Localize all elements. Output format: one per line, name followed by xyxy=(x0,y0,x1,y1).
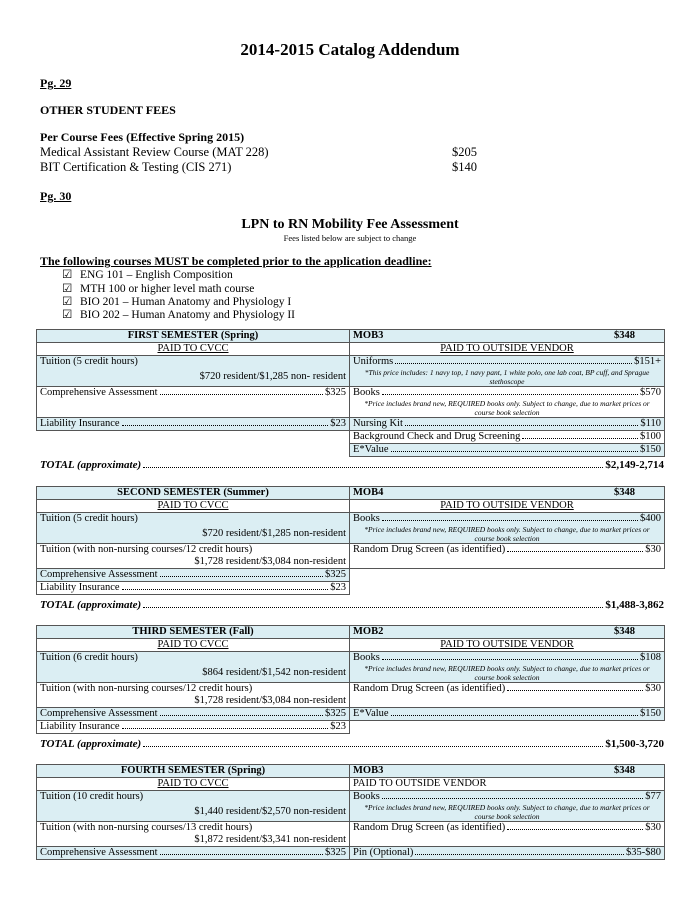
semester-title: FIRST SEMESTER (Spring) xyxy=(37,330,350,343)
paid-cvcc-label: PAID TO CVCC xyxy=(37,778,350,791)
document-title: 2014-2015 Catalog Addendum xyxy=(240,40,460,59)
liability-cell: Liability Insurance $23 xyxy=(37,721,350,734)
total-row: TOTAL (approximate) $2,149-2,714 xyxy=(40,459,664,471)
total-row: TOTAL (approximate) $1,488-3,862 xyxy=(40,599,664,611)
books-cell: Books $570 *Price includes brand new, REQUIRED books only. Subject to change, due to market prices or course book selection xyxy=(350,387,665,418)
fee-amount: $205 xyxy=(452,145,477,159)
books-cell: Books $400 *Price includes brand new, REQUIRED books only. Subject to change, due to market prices or course book selection xyxy=(350,513,665,544)
comprehensive-cell: Comprehensive Assessment $325 xyxy=(37,847,350,860)
total-row: TOTAL (approximate) $1,500-3,720 xyxy=(40,738,664,750)
liability-cell: Liability Insurance $23 xyxy=(37,582,350,595)
tuition-cell: Tuition (10 credit hours) $1,440 resident/$2,570 non-resident xyxy=(37,791,350,822)
per-course-heading: Per Course Fees (Effective Spring 2015) xyxy=(40,130,245,144)
other-fees-heading: OTHER STUDENT FEES xyxy=(40,103,176,117)
nursing-kit-cell: Nursing Kit $110 xyxy=(350,418,665,431)
third-semester-table xyxy=(36,625,665,734)
paid-vendor-label: PAID TO OUTSIDE VENDOR xyxy=(350,639,665,652)
fee-label: Medical Assistant Review Course (MAT 228) xyxy=(40,145,269,159)
course-fee: $348 xyxy=(614,626,635,637)
paid-vendor-label: PAID TO OUTSIDE VENDOR xyxy=(350,500,665,513)
evalue-cell: E*Value $150 xyxy=(350,444,665,457)
tuition-cell: Tuition (5 credit hours) $720 resident/$1,285 non-resident xyxy=(37,513,350,544)
course-fee: $348 xyxy=(614,487,635,498)
books-cell: Books $108 *Price includes brand new, REQUIRED books only. Subject to change, due to market prices or course book selection xyxy=(350,652,665,683)
checkbox-icon: ☑ xyxy=(62,309,73,321)
tuition-nonnursing-cell: Tuition (with non-nursing courses/12 credit hours) $1,728 resident/$3,084 non-resident xyxy=(37,544,350,569)
evalue-cell: E*Value $150 xyxy=(350,708,665,721)
tuition-cell: Tuition (5 credit hours) $720 resident/$1,285 non- resident xyxy=(37,356,350,387)
uniforms-cell: Uniforms $151+ *This price includes: 1 navy top, 1 navy pant, 1 white polo, one lab coat, BP cuff, and Sprague stethoscope xyxy=(350,356,665,387)
checkbox-icon: ☑ xyxy=(62,269,73,281)
first-semester-table xyxy=(36,329,665,457)
checkbox-icon: ☑ xyxy=(62,283,73,295)
second-semester-table xyxy=(36,486,665,595)
fee-amount: $140 xyxy=(452,160,477,174)
course-code: MOB4 xyxy=(353,487,384,498)
paid-cvcc-label: PAID TO CVCC xyxy=(37,343,350,356)
prereq-item: ☑ BIO 202 – Human Anatomy and Physiology II xyxy=(62,309,295,321)
checkbox-icon: ☑ xyxy=(62,296,73,308)
assessment-subtitle: Fees listed below are subject to change xyxy=(283,233,417,243)
tuition-cell: Tuition (6 credit hours) $864 resident/$1,542 non-resident xyxy=(37,652,350,683)
prereq-item: ☑ BIO 201 – Human Anatomy and Physiology I xyxy=(62,296,292,308)
course-code: MOB3 xyxy=(353,765,384,776)
books-cell: Books $77 *Price includes brand new, REQUIRED books only. Subject to change, due to market prices or course book selection xyxy=(350,791,665,822)
page-ref-30: Pg. 30 xyxy=(40,189,72,203)
comprehensive-cell: Comprehensive Assessment $325 xyxy=(37,708,350,721)
drug-screen-cell: Random Drug Screen (as identified) $30 xyxy=(350,822,665,847)
pin-cell: Pin (Optional) $35-$80 xyxy=(350,847,665,860)
semester-title: THIRD SEMESTER (Fall) xyxy=(37,626,350,639)
prereq-heading: The following courses MUST be completed prior to the application deadline: xyxy=(40,254,432,268)
course-code: MOB3 xyxy=(353,330,384,341)
prereq-item: ☑ MTH 100 or higher level math course xyxy=(62,283,255,295)
paid-cvcc-label: PAID TO CVCC xyxy=(37,639,350,652)
semester-title: SECOND SEMESTER (Summer) xyxy=(37,487,350,500)
course-code: MOB2 xyxy=(353,626,384,637)
prereq-item: ☑ ENG 101 – English Composition xyxy=(62,269,233,281)
course-fee: $348 xyxy=(614,765,635,776)
fourth-semester-table xyxy=(36,764,665,860)
liability-cell: Liability Insurance $23 xyxy=(37,418,350,431)
paid-vendor-label: PAID TO OUTSIDE VENDOR xyxy=(350,778,665,791)
paid-vendor-label: PAID TO OUTSIDE VENDOR xyxy=(350,343,665,356)
comprehensive-cell: Comprehensive Assessment $325 xyxy=(37,387,350,418)
drug-screen-cell: Random Drug Screen (as identified) $30 xyxy=(350,544,665,569)
comprehensive-cell: Comprehensive Assessment $325 xyxy=(37,569,350,582)
background-check-cell: Background Check and Drug Screening $100 xyxy=(350,431,665,444)
page-ref-29: Pg. 29 xyxy=(40,76,72,90)
tuition-nonnursing-cell: Tuition (with non-nursing courses/12 credit hours) $1,728 resident/$3,084 non-resident xyxy=(37,683,350,708)
fee-label: BIT Certification & Testing (CIS 271) xyxy=(40,160,232,174)
semester-title: FOURTH SEMESTER (Spring) xyxy=(37,765,350,778)
assessment-title: LPN to RN Mobility Fee Assessment xyxy=(241,217,459,232)
drug-screen-cell: Random Drug Screen (as identified) $30 xyxy=(350,683,665,708)
course-fee: $348 xyxy=(614,330,635,341)
tuition-nonnursing-cell: Tuition (with non-nursing courses/13 credit hours) $1,872 resident/$3,341 non-resident xyxy=(37,822,350,847)
paid-cvcc-label: PAID TO CVCC xyxy=(37,500,350,513)
